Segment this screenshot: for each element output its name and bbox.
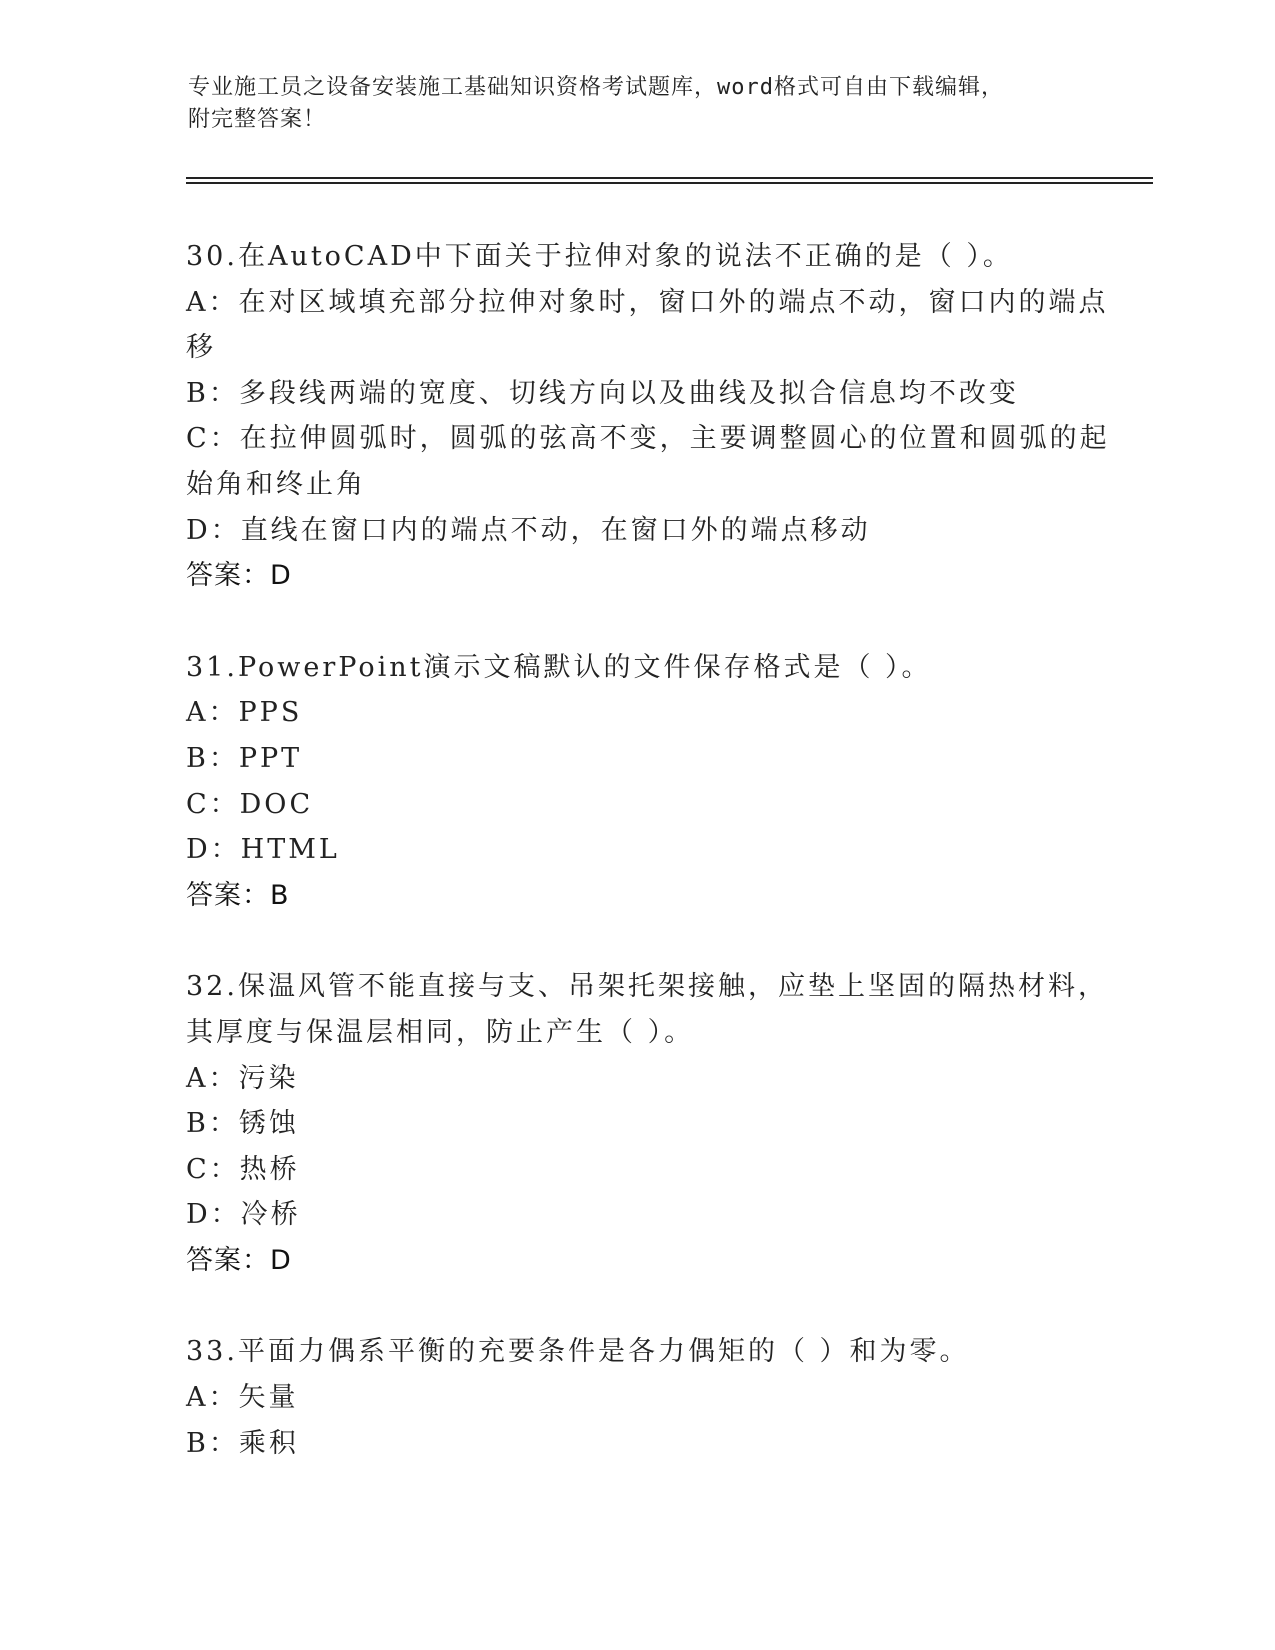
question-block: [186, 1329, 1086, 1466]
header-divider-bottom: [186, 182, 1153, 184]
answer-option: B：多段线两端的宽度、切线方向以及曲线及拟合信息均不改变: [186, 377, 1019, 409]
answer-option: D：HTML: [186, 834, 340, 866]
answer-key: 答案：D: [186, 1244, 292, 1276]
document-header: [188, 72, 1068, 136]
answer-option: C：热桥: [186, 1153, 300, 1185]
question-stem: 31.PowerPoint演示文稿默认的文件保存格式是（ ）。: [186, 651, 932, 683]
question-list: [186, 234, 1110, 1466]
question-stem: 30.在AutoCAD中下面关于拉伸对象的说法不正确的是（ ）。: [186, 241, 1013, 272]
answer-option: D：冷桥: [186, 1199, 301, 1231]
question-stem: 32.保温风管不能直接与支、吊架托架接触，应垫上坚固的隔热材料，: [186, 971, 1108, 1003]
answer-option: D：直线在窗口内的端点不动，在窗口外的端点移动: [186, 514, 871, 546]
answer-option: A：PPS: [186, 697, 303, 729]
question-block: [186, 964, 1108, 1283]
header-line-1: 专业施工员之设备安装施工基础知识资格考试题库，word格式可自由下载编辑，: [188, 75, 1004, 100]
answer-option: 移: [186, 332, 216, 364]
answer-key: 答案：B: [186, 879, 290, 911]
answer-option: A：矢量: [186, 1382, 299, 1414]
answer-option: B：锈蚀: [186, 1108, 299, 1140]
answer-key: 答案：D: [186, 560, 292, 592]
answer-option: B：PPT: [186, 742, 303, 774]
answer-option: C：DOC: [186, 788, 314, 820]
answer-option: B：乘积: [186, 1427, 299, 1459]
question-block: [186, 234, 1110, 599]
header-divider-top: [186, 177, 1153, 179]
question-stem: 其厚度与保温层相同，防止产生（ ）。: [186, 1016, 695, 1048]
answer-option: A：污染: [186, 1062, 299, 1094]
header-line-2: 附完整答案！: [188, 107, 327, 132]
answer-option: A：在对区域填充部分拉伸对象时，窗口外的端点不动，窗口内的端点: [186, 286, 1109, 318]
question-stem: 33.平面力偶系平衡的充要条件是各力偶矩的（ ）和为零。: [186, 1336, 970, 1368]
answer-option: 始角和终止角: [186, 468, 366, 500]
question-block: [186, 645, 1086, 919]
answer-option: C：在拉伸圆弧时，圆弧的弦高不变，主要调整圆心的位置和圆弧的起: [186, 423, 1110, 455]
